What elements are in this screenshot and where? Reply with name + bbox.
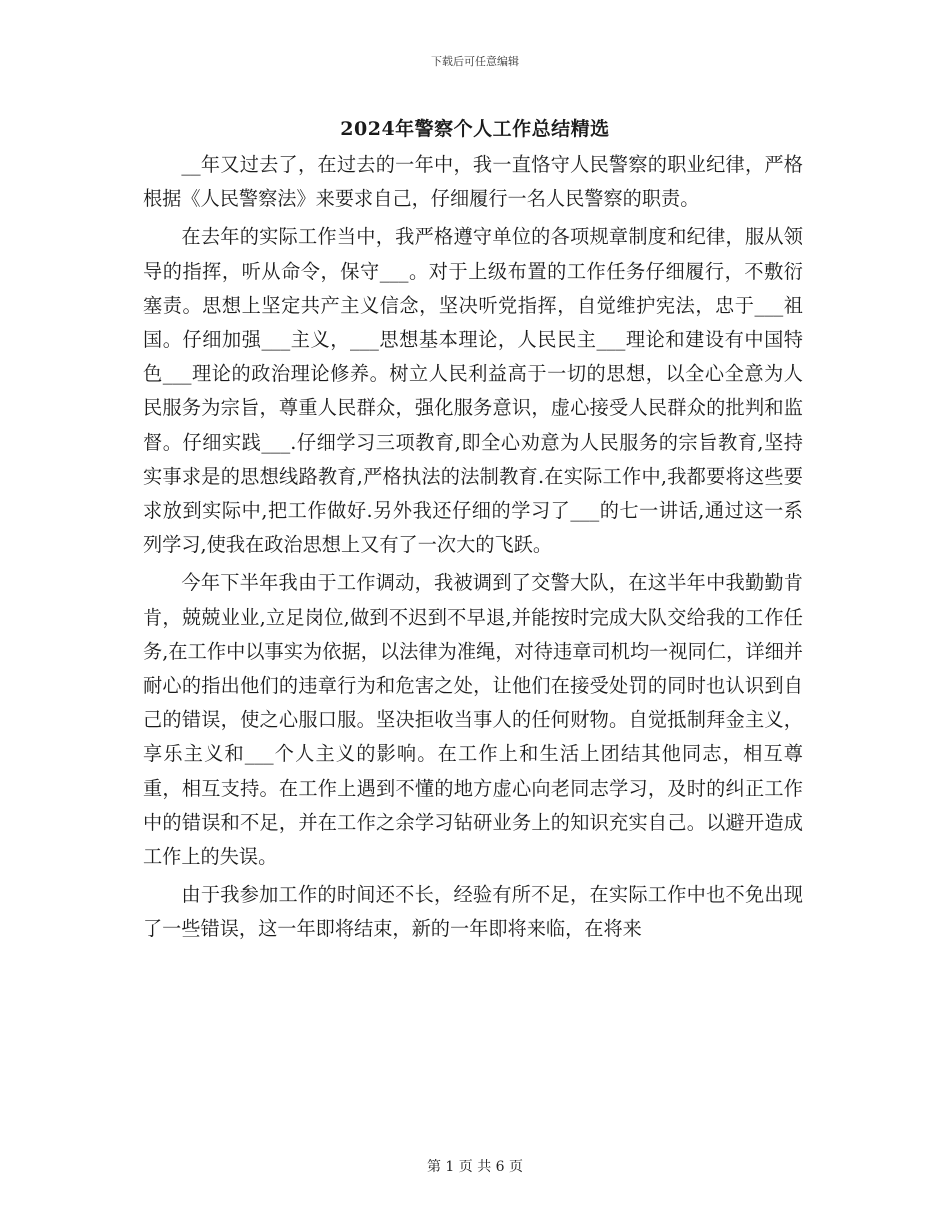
paragraph: 今年下半年我由于工作调动，我被调到了交警大队，在这半年中我勤勤肯肯，兢兢业业,立足岗位,做到不迟到不早退,并能按时完成大队交给我的工作任务,在工作中以事实为依据，以法律为准绳，对待违章司机均一视同仁，详细并耐心的指出他们的违章行为和危害之处，让他们在接受处罚的同时也认识到自己的错误，使之心服口服。坚决拒收当事人的任何财物。自觉抵制拜金主义，享乐主义和___个人主义的影响。在工作上和生活上团结其他同志，相互尊重，相互支持。在工作上遇到不懂的地方虚心向老同志学习，及时的纠正工作中的错误和不足，并在工作之余学习钻研业务上的知识充实自己。以避开造成工作上的失误。	[143, 571, 803, 869]
document-body	[143, 148, 803, 951]
paragraph: 在去年的实际工作当中，我严格遵守单位的各项规章制度和纪律，服从领导的指挥，听从命令，保守___。对于上级布置的工作任务仔细履行，不敷衍塞责。思想上坚定共产主义信念，坚决听党指挥，自觉维护宪法，忠于___祖国。仔细加强___主义，___思想基本理论，人民民主___理论和建设有中国特色___理论的政治理论修养。树立人民利益高于一切的思想，以全心全意为人民服务为宗旨，尊重人民群众，强化服务意识，虚心接受人民群众的批判和监督。仔细实践___.仔细学习三项教育,即全心劝意为人民服务的宗旨教育,坚持实事求是的思想线路教育,严格执法的法制教育.在实际工作中,我都要将这些要求放到实际中,把工作做好.另外我还仔细的学习了___的七一讲话,通过这一系列学习,使我在政治思想上又有了一次大的飞跃。	[143, 225, 803, 557]
page-number: 第 1 页 共 6 页	[426, 1159, 524, 1175]
document-title: 2024年警察个人工作总结精选	[340, 118, 610, 140]
header-note: 下载后可任意编辑	[431, 55, 519, 68]
paragraph: __年又过去了，在过去的一年中，我一直恪守人民警察的职业纪律，严格根据《人民警察法》来要求自己，仔细履行一名人民警察的职责。	[143, 153, 803, 211]
paragraph: 由于我参加工作的时间还不长，经验有所不足，在实际工作中也不免出现了一些错误，这一年即将结束，新的一年即将来临，在将来	[143, 883, 803, 941]
